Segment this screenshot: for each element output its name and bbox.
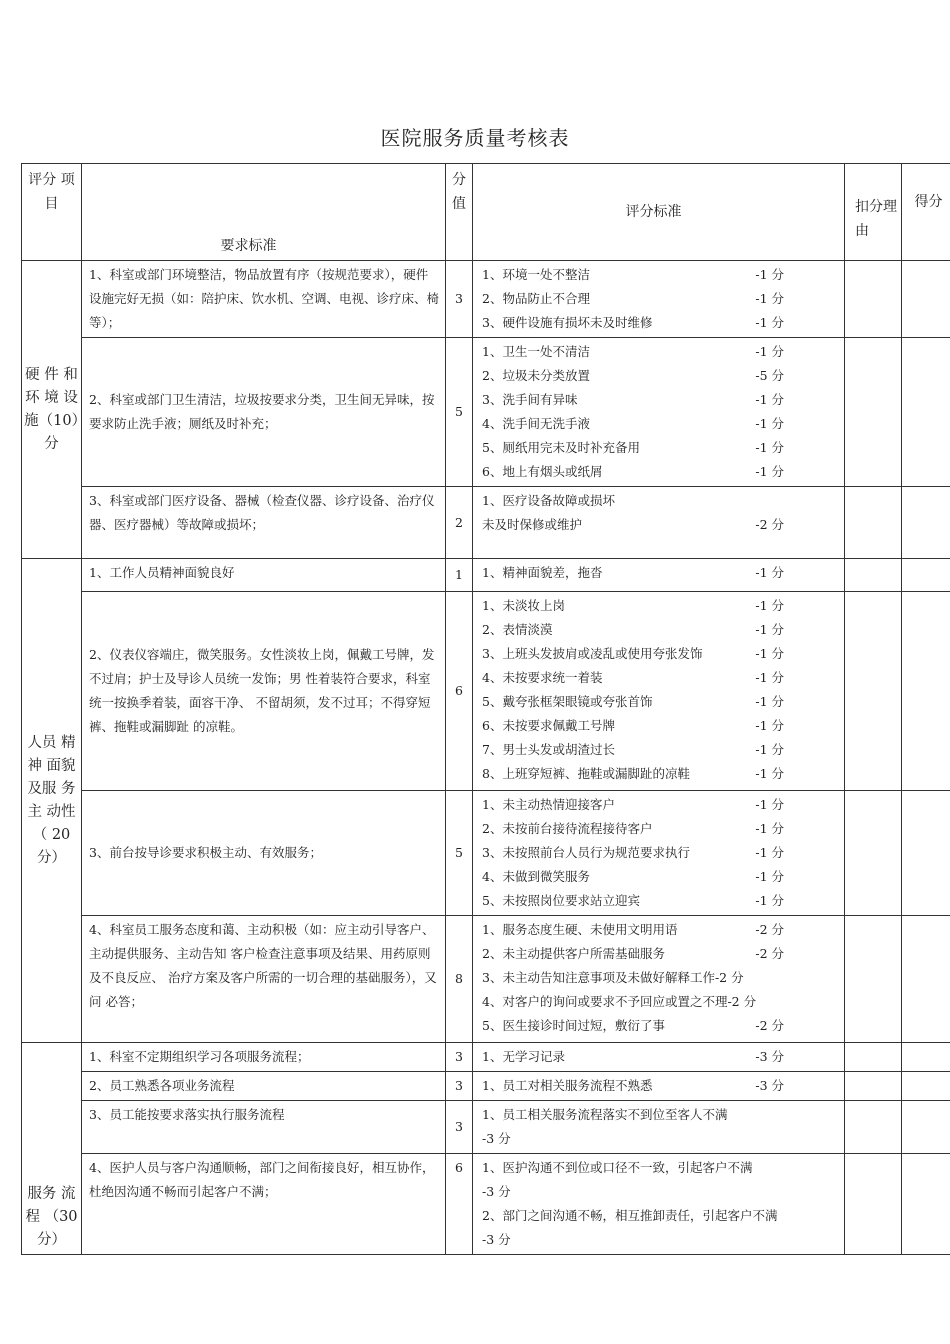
criteria-text: 8、上班穿短裤、拖鞋或漏脚趾的凉鞋 (482, 766, 690, 781)
criteria-deduction (784, 489, 838, 513)
criteria-text: -3 分 (482, 1232, 511, 1247)
criteria-line (482, 690, 838, 714)
requirement-cell: 2、员工熟悉各项业务流程 (82, 1072, 446, 1101)
criteria-text: 5、医生接诊时间过短，敷衍了事 (482, 1018, 665, 1033)
criteria-line (482, 561, 838, 585)
table-row (22, 559, 950, 592)
criteria-line (482, 1204, 838, 1228)
table-row (22, 592, 950, 791)
requirement-cell: 2、科室或部门卫生清洁，垃圾按要求分类，卫生间无异味，按要求防止洗手液；厕纸及时补充； (82, 338, 446, 487)
criteria-text: -3 分 (482, 1131, 511, 1146)
criteria-deduction: -2 分 (755, 922, 784, 937)
obtained-score-cell[interactable] (902, 487, 950, 559)
criteria-cell (473, 261, 845, 338)
criteria-deduction: -1 分 (755, 845, 784, 860)
criteria-deduction: -1 分 (755, 742, 784, 757)
requirement-cell: 3、科室或部门医疗设备、器械（检查仪器、诊疗设备、治疗仪器、医疗器械）等故障或损坏； (82, 487, 446, 559)
criteria-text: 4、洗手间无洗手液 (482, 416, 590, 431)
criteria-line (482, 594, 838, 618)
criteria-text: 5、未按照岗位要求站立迎宾 (482, 893, 640, 908)
criteria-cell (473, 916, 845, 1043)
criteria-cell (473, 1101, 845, 1154)
criteria-text: 2、物品防止不合理 (482, 291, 590, 306)
assessment-table (21, 163, 950, 1255)
score-cell: 1 (446, 559, 473, 592)
criteria-deduction (784, 1180, 838, 1204)
section-name: 人员 精神 面貌及服 务主 动性（ 20分） (22, 559, 82, 1043)
criteria-line (482, 889, 838, 913)
criteria-deduction: -1 分 (755, 718, 784, 733)
deduction-reason-cell[interactable] (845, 1043, 902, 1072)
criteria-text: 2、未主动提供客户所需基础服务 (482, 946, 665, 961)
criteria-deduction: -1 分 (755, 416, 784, 431)
header-item: 评分 项目 (22, 164, 82, 261)
requirement-cell: 3、前台按导诊要求积极主动、有效服务； (82, 791, 446, 916)
obtained-score-cell[interactable] (902, 916, 950, 1043)
header-row (22, 164, 950, 261)
criteria-text: 3、未按照前台人员行为规范要求执行 (482, 845, 690, 860)
criteria-line (482, 841, 838, 865)
criteria-text: 未及时保修或维护 (482, 517, 583, 532)
criteria-deduction: -1 分 (755, 766, 784, 781)
criteria-line (482, 714, 838, 738)
criteria-text: 1、卫生一处不清洁 (482, 344, 590, 359)
deduction-reason-cell[interactable] (845, 592, 902, 791)
obtained-score-cell[interactable] (902, 791, 950, 916)
criteria-line (482, 817, 838, 841)
criteria-line (482, 762, 838, 786)
criteria-line (482, 263, 838, 287)
criteria-cell (473, 1072, 845, 1101)
criteria-deduction: -2 分 (755, 1018, 784, 1033)
obtained-score-cell[interactable] (902, 338, 950, 487)
criteria-text: 1、无学习记录 (482, 1049, 565, 1064)
criteria-deduction: -1 分 (755, 291, 784, 306)
requirement-cell: 2、仪表仪容端庄，微笑服务。女性淡妆上岗，佩戴工号牌，发不过肩；护士及导诊人员统一发饰；男 性着装符合要求，科室统一按换季着装，面容干净、 不留胡须，发不过耳；不得穿短裤、拖鞋或漏脚趾 的凉鞋。 (82, 592, 446, 791)
criteria-text: 4、对客户的询问或要求不予回应或置之不理-2 分 (482, 994, 757, 1009)
obtained-score-cell[interactable] (902, 261, 950, 338)
criteria-deduction: -1 分 (755, 598, 784, 613)
criteria-cell (473, 338, 845, 487)
criteria-line (482, 436, 838, 460)
criteria-deduction (784, 1228, 838, 1252)
criteria-text: 1、精神面貌差，拖沓 (482, 565, 603, 580)
score-cell: 3 (446, 1043, 473, 1072)
deduction-reason-cell[interactable] (845, 1101, 902, 1154)
requirement-cell: 4、科室员工服务态度和蔼、主动积极（如：应主动引导客户、主动提供服务、主动告知 客户检查注意事项及结果、用药原则及不良反应、 治疗方案及客户所需的一切合理的基础服务），又问 必答； (82, 916, 446, 1043)
criteria-deduction: -5 分 (755, 368, 784, 383)
criteria-deduction: -1 分 (755, 670, 784, 685)
criteria-deduction: -2 分 (755, 946, 784, 961)
criteria-deduction: -1 分 (755, 392, 784, 407)
requirement-cell: 1、工作人员精神面貌良好 (82, 559, 446, 592)
deduction-reason-cell[interactable] (845, 261, 902, 338)
criteria-line (482, 1014, 838, 1038)
criteria-line (482, 460, 838, 484)
deduction-reason-cell[interactable] (845, 559, 902, 592)
criteria-text: 1、未淡妆上岗 (482, 598, 565, 613)
criteria-deduction (784, 990, 838, 1014)
criteria-line (482, 793, 838, 817)
criteria-deduction: -1 分 (755, 821, 784, 836)
header-score: 分值 (446, 164, 473, 261)
criteria-deduction: -1 分 (755, 464, 784, 479)
criteria-deduction: -1 分 (755, 869, 784, 884)
criteria-line (482, 388, 838, 412)
criteria-text: 4、未按要求统一着装 (482, 670, 603, 685)
score-cell: 6 (446, 592, 473, 791)
criteria-line (482, 942, 838, 966)
requirement-cell: 3、员工能按要求落实执行服务流程 (82, 1101, 446, 1154)
table-row (22, 791, 950, 916)
criteria-deduction: -1 分 (755, 315, 784, 330)
score-cell: 3 (446, 1072, 473, 1101)
criteria-cell (473, 1043, 845, 1072)
criteria-text: 1、服务态度生硬、未使用文明用语 (482, 922, 678, 937)
criteria-line (482, 666, 838, 690)
criteria-deduction: -1 分 (755, 440, 784, 455)
criteria-text: 2、表情淡漠 (482, 622, 553, 637)
criteria-deduction: -1 分 (755, 344, 784, 359)
criteria-text: 6、地上有烟头或纸屑 (482, 464, 603, 479)
criteria-cell (473, 592, 845, 791)
obtained-score-cell[interactable] (902, 1043, 950, 1072)
criteria-line (482, 1180, 838, 1204)
criteria-deduction: -1 分 (755, 694, 784, 709)
header-criteria: 评分标准 (473, 164, 845, 261)
header-requirement: 要求标准 (82, 164, 446, 261)
criteria-text: 6、未按要求佩戴工号牌 (482, 718, 615, 733)
deduction-reason-cell[interactable] (845, 487, 902, 559)
criteria-cell (473, 791, 845, 916)
criteria-line (482, 642, 838, 666)
criteria-deduction: -1 分 (755, 565, 784, 580)
criteria-text: 1、员工相关服务流程落实不到位至客人不满 (482, 1107, 728, 1122)
criteria-line (482, 966, 838, 990)
criteria-cell (473, 1154, 845, 1255)
criteria-deduction (784, 966, 838, 990)
criteria-line (482, 738, 838, 762)
criteria-line (482, 1103, 838, 1127)
criteria-line (482, 990, 838, 1014)
table-row (22, 338, 950, 487)
criteria-line (482, 1228, 838, 1252)
obtained-score-cell[interactable] (902, 1154, 950, 1255)
criteria-text: 1、医疗设备故障或损坏 (482, 493, 615, 508)
criteria-text: 2、垃圾未分类放置 (482, 368, 590, 383)
score-cell: 5 (446, 791, 473, 916)
criteria-line (482, 489, 838, 513)
criteria-text: 7、男士头发或胡渣过长 (482, 742, 615, 757)
table-row (22, 1072, 950, 1101)
obtained-score-cell[interactable] (902, 1101, 950, 1154)
obtained-score-cell[interactable] (902, 592, 950, 791)
criteria-line (482, 412, 838, 436)
header-deduction-reason: 扣分理由 (845, 164, 902, 261)
score-cell: 2 (446, 487, 473, 559)
table-row (22, 1154, 950, 1255)
requirement-cell: 1、科室不定期组织学习各项服务流程； (82, 1043, 446, 1072)
criteria-line (482, 865, 838, 889)
score-cell: 6 (446, 1154, 473, 1255)
criteria-deduction: -1 分 (755, 646, 784, 661)
criteria-text: 4、未做到微笑服务 (482, 869, 590, 884)
criteria-line (482, 340, 838, 364)
deduction-reason-cell[interactable] (845, 791, 902, 916)
criteria-line (482, 1045, 838, 1069)
criteria-deduction (784, 1204, 838, 1228)
criteria-deduction: -1 分 (755, 893, 784, 908)
criteria-text: 5、厕纸用完未及时补充备用 (482, 440, 640, 455)
criteria-text: 2、未按前台接待流程接待客户 (482, 821, 653, 836)
criteria-text: 1、医护沟通不到位或口径不一致，引起客户不满 (482, 1160, 753, 1175)
criteria-text: 3、未主动告知注意事项及未做好解释工作-2 分 (482, 970, 744, 985)
criteria-deduction (784, 1127, 838, 1151)
obtained-score-cell[interactable] (902, 1072, 950, 1101)
score-cell: 3 (446, 1101, 473, 1154)
deduction-reason-cell[interactable] (845, 338, 902, 487)
requirement-cell: 4、医护人员与客户沟通顺畅，部门之间衔接良好，相互协作，杜绝因沟通不畅而引起客户不满； (82, 1154, 446, 1255)
table-row (22, 1043, 950, 1072)
criteria-line (482, 918, 838, 942)
section-name: 服务 流程 （30分） (22, 1043, 82, 1255)
criteria-text: 3、洗手间有异味 (482, 392, 578, 407)
criteria-deduction: -3 分 (755, 1078, 784, 1093)
section-name: 硬 件 和 环 境 设 施（10）分 (22, 261, 82, 559)
requirement-cell: 1、科室或部门环境整洁，物品放置有序（按规范要求），硬件设施完好无损（如：陪护床、饮水机、空调、电视、诊疗床、椅等）； (82, 261, 446, 338)
obtained-score-cell[interactable] (902, 559, 950, 592)
criteria-cell (473, 487, 845, 559)
criteria-deduction (784, 1156, 838, 1180)
deduction-reason-cell[interactable] (845, 1154, 902, 1255)
table-row (22, 916, 950, 1043)
criteria-text: -3 分 (482, 1184, 511, 1199)
criteria-cell (473, 559, 845, 592)
criteria-deduction (784, 1103, 838, 1127)
criteria-line (482, 513, 838, 537)
criteria-text: 1、环境一处不整洁 (482, 267, 590, 282)
criteria-deduction: -1 分 (755, 622, 784, 637)
criteria-deduction: -1 分 (755, 797, 784, 812)
score-cell: 3 (446, 261, 473, 338)
criteria-deduction: -2 分 (755, 517, 784, 532)
deduction-reason-cell[interactable] (845, 1072, 902, 1101)
table-row (22, 487, 950, 559)
criteria-text: 2、部门之间沟通不畅，相互推卸责任，引起客户不满 (482, 1208, 778, 1223)
criteria-deduction: -1 分 (755, 267, 784, 282)
table-row (22, 261, 950, 338)
table-row (22, 1101, 950, 1154)
criteria-line (482, 311, 838, 335)
score-cell: 5 (446, 338, 473, 487)
deduction-reason-cell[interactable] (845, 916, 902, 1043)
criteria-line (482, 364, 838, 388)
criteria-line (482, 1156, 838, 1180)
criteria-text: 5、戴夸张框架眼镜或夸张首饰 (482, 694, 653, 709)
criteria-text: 1、员工对相关服务流程不熟悉 (482, 1078, 653, 1093)
header-obtained: 得分 (902, 164, 950, 261)
score-cell: 8 (446, 916, 473, 1043)
criteria-text: 3、上班头发披肩或凌乱或使用夸张发饰 (482, 646, 703, 661)
criteria-line (482, 618, 838, 642)
criteria-text: 1、未主动热情迎接客户 (482, 797, 615, 812)
criteria-line (482, 1127, 838, 1151)
criteria-line (482, 1074, 838, 1098)
criteria-text: 3、硬件设施有损坏未及时维修 (482, 315, 653, 330)
page-title: 医院服务质量考核表 (380, 126, 570, 150)
criteria-deduction: -3 分 (755, 1049, 784, 1064)
criteria-line (482, 287, 838, 311)
